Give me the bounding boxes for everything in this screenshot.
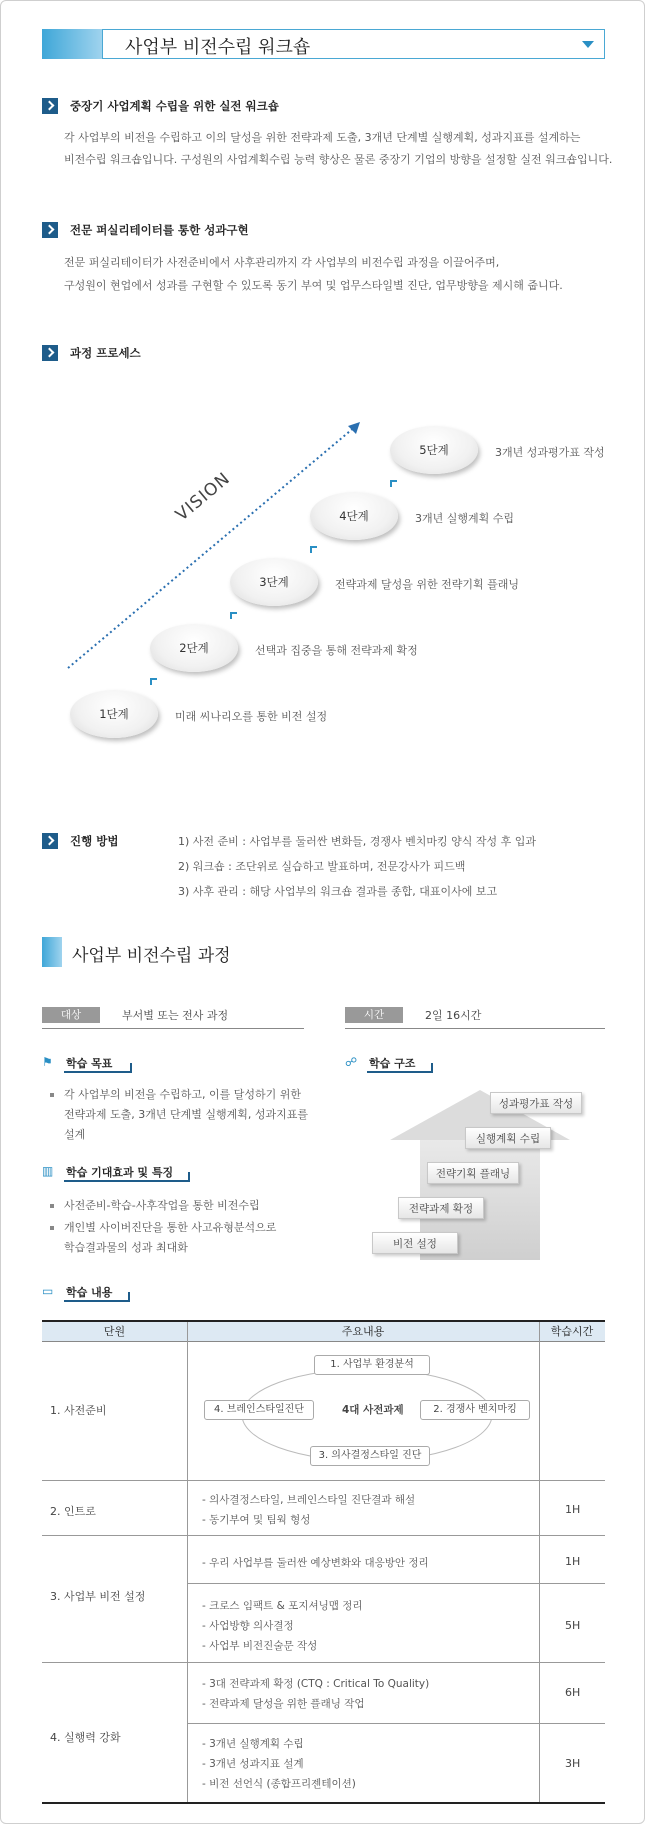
course-title: 사업부 비전수립 과정 xyxy=(72,946,231,966)
goal-line: 설계 xyxy=(64,1128,86,1141)
structure-box: 비전 설정 xyxy=(372,1232,458,1254)
step-1: 1단계 xyxy=(70,690,158,738)
table-header xyxy=(42,1320,605,1342)
laptop-icon: ▭ xyxy=(42,1284,54,1298)
row-divider xyxy=(42,1535,605,1536)
bullet-dot xyxy=(50,1226,54,1230)
vision-label: VISION xyxy=(172,468,235,526)
time-value: 2일 16시간 xyxy=(425,1009,482,1022)
content-line: - 전략과제 달성을 위한 플래닝 작업 xyxy=(202,1698,365,1710)
content-line: - 의사결정스타일, 브레인스타일 진단결과 해설 xyxy=(202,1494,416,1506)
heading-underline xyxy=(64,1180,190,1182)
bullet-dot xyxy=(50,1093,54,1097)
network-icon: ☍ xyxy=(345,1055,358,1069)
unit-time: 6H xyxy=(565,1686,581,1699)
chevron-down-icon[interactable] xyxy=(582,41,594,48)
content-line: - 3개년 성과지표 설계 xyxy=(202,1758,304,1770)
row-divider xyxy=(42,1480,605,1481)
column-divider xyxy=(539,1322,540,1802)
prework-pill: 3. 의사결정스타일 진단 xyxy=(310,1446,430,1466)
header-title-box[interactable] xyxy=(102,29,605,59)
method-item: 3) 사후 관리 : 해당 사업부의 워크숍 결과를 종합, 대표이사에 보고 xyxy=(178,885,498,898)
bullet-dot xyxy=(50,1204,54,1208)
section-title: 진행 방법 xyxy=(70,834,119,848)
header-content: 주요내용 xyxy=(341,1325,385,1338)
content-line: - 사업부 비전진술문 작성 xyxy=(202,1640,318,1652)
learning-goal-title: 학습 목표 xyxy=(66,1057,113,1070)
section-text-line: 구성원이 현업에서 성과를 구현할 수 있도록 동기 부여 및 업무스타일별 진단, 업무방향을 제시해 줍니다. xyxy=(64,279,563,292)
section-title: 과정 프로세스 xyxy=(70,346,141,360)
bar-chart-icon: ▥ xyxy=(42,1164,54,1178)
time-tag: 시간 xyxy=(345,1007,403,1023)
page-title: 사업부 비전수립 워크숍 xyxy=(125,37,311,58)
unit-time: 3H xyxy=(565,1757,581,1770)
step-4: 4단계 xyxy=(310,492,398,540)
content-line: - 3개년 실행계획 수립 xyxy=(202,1738,304,1750)
structure-heading xyxy=(345,1053,433,1073)
unit-name: 2. 인트로 xyxy=(50,1505,96,1518)
section-text-line: 각 사업부의 비전을 수립하고 이의 달성을 위한 전략과제 도출, 3개년 단계별 실행계획, 성과지표를 설계하는 xyxy=(64,131,581,144)
heading-underline xyxy=(367,1071,433,1073)
structure-box: 전략과제 확정 xyxy=(398,1197,484,1219)
chevron-right-icon xyxy=(42,98,58,114)
content-title: 학습 내용 xyxy=(66,1286,113,1299)
unit-name: 3. 사업부 비전 설정 xyxy=(50,1590,146,1603)
heading-underline-tick xyxy=(130,1063,132,1073)
content-line: - 우리 사업부를 둘러싼 예상변화와 대응방안 정리 xyxy=(202,1557,429,1569)
effects-line: 사전준비-학습-사후작업을 통한 비전수립 xyxy=(64,1199,260,1212)
structure-box: 실행계획 수립 xyxy=(465,1127,551,1149)
method-item: 1) 사전 준비 : 사업부를 둘러싼 변화들, 경쟁사 벤치마킹 양식 작성 후 입과 xyxy=(178,835,536,848)
effects-line: 학습결과물의 성과 최대화 xyxy=(64,1241,188,1254)
content-line: - 사업방향 의사결정 xyxy=(202,1620,294,1632)
target-tag: 대상 xyxy=(42,1007,100,1023)
signpost-icon: ⚑ xyxy=(42,1055,53,1069)
unit-time: 1H xyxy=(565,1555,581,1568)
goal-line: 각 사업부의 비전을 수립하고, 이를 달성하기 위한 xyxy=(64,1088,301,1101)
step-corner-mark xyxy=(310,546,317,553)
content-line: - 비전 선언식 (종합프리젠테이션) xyxy=(202,1778,356,1790)
row-divider xyxy=(42,1662,605,1663)
unit-time: 1H xyxy=(565,1503,581,1516)
goal-line: 전략과제 도출, 3개년 단계별 실행계획, 성과지표를 xyxy=(64,1108,308,1121)
step-1-desc: 미래 씨나리오를 통한 비전 설정 xyxy=(175,710,328,723)
structure-box: 전략기획 플래닝 xyxy=(427,1162,519,1184)
heading-underline xyxy=(64,1300,130,1302)
subrow-divider xyxy=(187,1583,605,1584)
content-heading xyxy=(42,1282,130,1302)
chevron-right-icon xyxy=(42,222,58,238)
heading-underline xyxy=(64,1071,132,1073)
structure-title: 학습 구조 xyxy=(369,1057,416,1070)
process-stairs-diagram xyxy=(60,410,620,770)
content-line: - 3대 전략과제 확정 (CTQ : Critical To Quality) xyxy=(202,1678,430,1690)
prework-pill: 4. 브레인스타일진단 xyxy=(204,1400,314,1420)
header-unit: 단원 xyxy=(103,1325,126,1338)
column-divider xyxy=(187,1322,188,1802)
step-corner-mark xyxy=(230,612,237,619)
step-2: 2단계 xyxy=(150,624,238,672)
heading-underline-tick xyxy=(128,1292,130,1302)
content-line: - 동기부여 및 팀웍 형성 xyxy=(202,1514,311,1526)
method-item: 2) 워크숍 : 조단위로 실습하고 발표하며, 전문강사가 피드백 xyxy=(178,860,466,873)
section-title: 전문 퍼실리테이터를 통한 성과구현 xyxy=(70,223,249,237)
structure-box: 성과평가표 작성 xyxy=(490,1092,582,1114)
learning-structure-diagram xyxy=(370,1090,600,1260)
step-5-desc: 3개년 성과평가표 작성 xyxy=(495,446,605,459)
step-3-desc: 전략과제 달성을 위한 전략기획 플래닝 xyxy=(335,578,520,591)
header-accent-bar xyxy=(42,29,102,59)
prework-pill: 2. 경쟁사 벤치마킹 xyxy=(420,1400,530,1420)
page-header[interactable] xyxy=(42,29,605,59)
section-title: 중장기 사업계획 수립을 위한 실전 워크숍 xyxy=(70,99,279,113)
step-5: 5단계 xyxy=(390,426,478,474)
step-corner-mark xyxy=(390,480,397,487)
step-3: 3단계 xyxy=(230,558,318,606)
section-text-line: 비전수립 워크숍입니다. 구성원의 사업계획수립 능력 향상은 물론 중장기 기업의 방향을 설정할 실전 워크숍입니다. xyxy=(64,153,613,166)
unit-name: 1. 사전준비 xyxy=(50,1404,107,1417)
heading-underline-tick xyxy=(431,1063,433,1073)
effects-title: 학습 기대효과 및 특징 xyxy=(66,1166,174,1179)
time-row xyxy=(345,1005,605,1029)
section-text-line: 전문 퍼실리테이터가 사전준비에서 사후관리까지 각 사업부의 비전수립 과정을 이끌어주며, xyxy=(64,256,500,269)
step-corner-mark xyxy=(150,678,157,685)
unit-time: 5H xyxy=(565,1619,581,1632)
heading-underline-tick xyxy=(188,1172,190,1182)
chevron-right-icon xyxy=(42,345,58,361)
chevron-right-icon xyxy=(42,833,58,849)
target-value: 부서별 또는 전사 과정 xyxy=(122,1009,229,1022)
header-time: 학습시간 xyxy=(550,1325,594,1338)
learning-goal-heading xyxy=(42,1053,132,1073)
unit-name: 4. 실행력 강화 xyxy=(50,1731,121,1744)
table-bottom-border xyxy=(42,1802,605,1804)
target-row xyxy=(42,1005,304,1029)
step-2-desc: 선택과 집중을 통해 전략과제 확정 xyxy=(255,644,418,657)
effects-heading xyxy=(42,1162,190,1182)
prework-center: 4대 사전과제 xyxy=(342,1404,404,1416)
content-line: - 크로스 임팩트 & 포지셔닝맵 정리 xyxy=(202,1600,363,1612)
prework-pill: 1. 사업부 환경분석 xyxy=(314,1355,430,1375)
course-heading-accent xyxy=(42,937,62,967)
effects-line: 개인별 사이버진단을 통한 사고유형분석으로 xyxy=(64,1221,277,1234)
subrow-divider xyxy=(187,1723,605,1724)
step-4-desc: 3개년 실행계획 수립 xyxy=(415,512,514,525)
